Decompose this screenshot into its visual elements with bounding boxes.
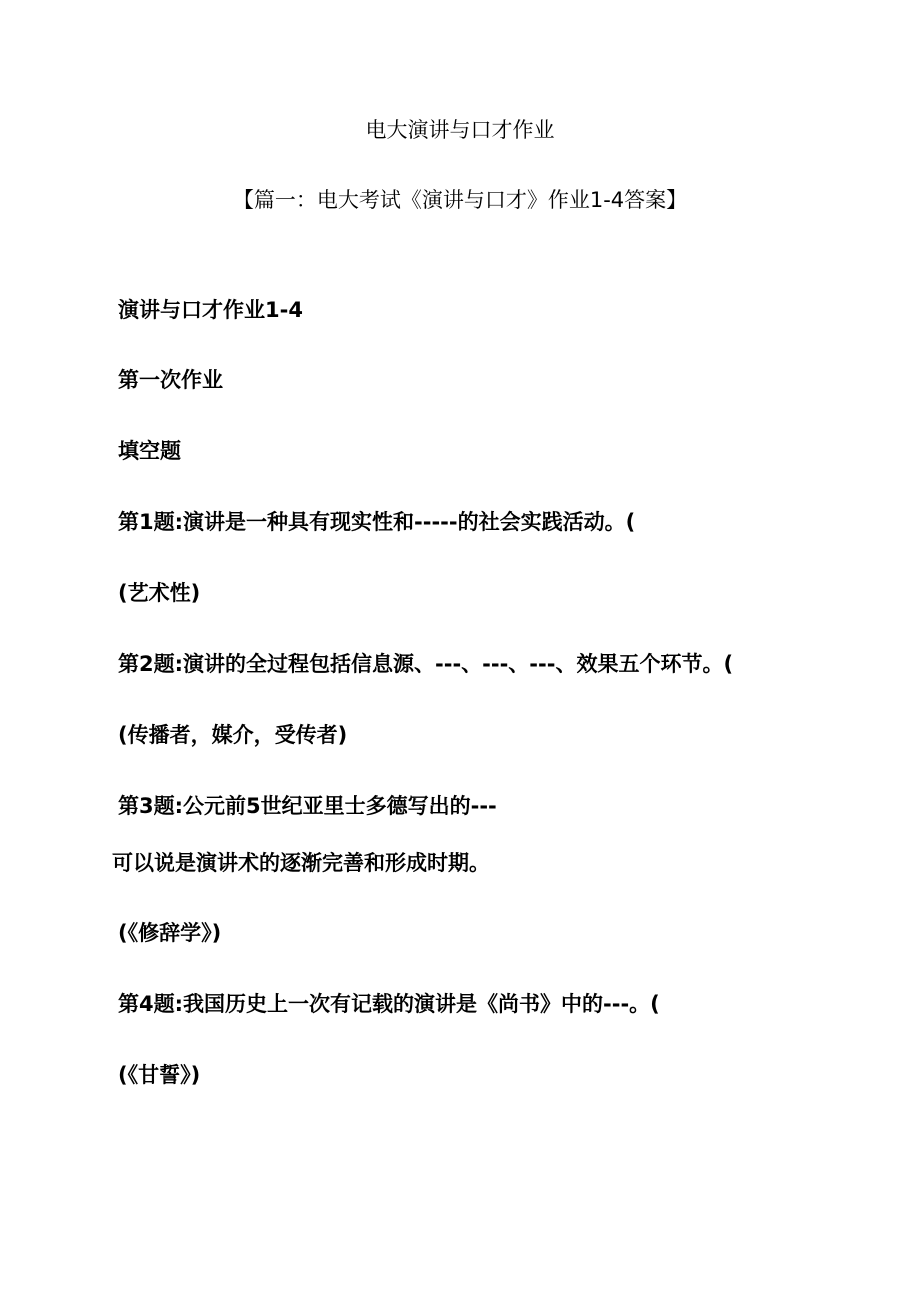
question-type-heading: 填空题 xyxy=(118,439,181,463)
question-3: 第3题:公元前5世纪亚里士多德写出的--- xyxy=(118,794,497,818)
answer-2: (传播者，媒介，受传者) xyxy=(118,723,348,747)
assignment-heading: 第一次作业 xyxy=(118,368,223,392)
question-3-continued: 可以说是演讲术的逐渐完善和形成时期。 xyxy=(112,851,490,875)
question-4: 第4题:我国历史上一次有记载的演讲是《尚书》中的---。( xyxy=(118,992,660,1016)
section-heading: 演讲与口才作业1-4 xyxy=(118,298,303,322)
answer-4: (《甘誓》) xyxy=(118,1063,201,1087)
document-title: 电大演讲与口才作业 xyxy=(365,118,555,142)
document-subtitle: 【篇一：电大考试《演讲与口才》作业1-4答案】 xyxy=(232,188,688,212)
answer-1: (艺术性) xyxy=(118,581,201,605)
answer-3: (《修辞学》) xyxy=(118,921,222,945)
question-2: 第2题:演讲的全过程包括信息源、---、---、---、效果五个环节。( xyxy=(118,652,734,676)
question-1: 第1题:演讲是一种具有现实性和-----的社会实践活动。( xyxy=(118,510,636,534)
